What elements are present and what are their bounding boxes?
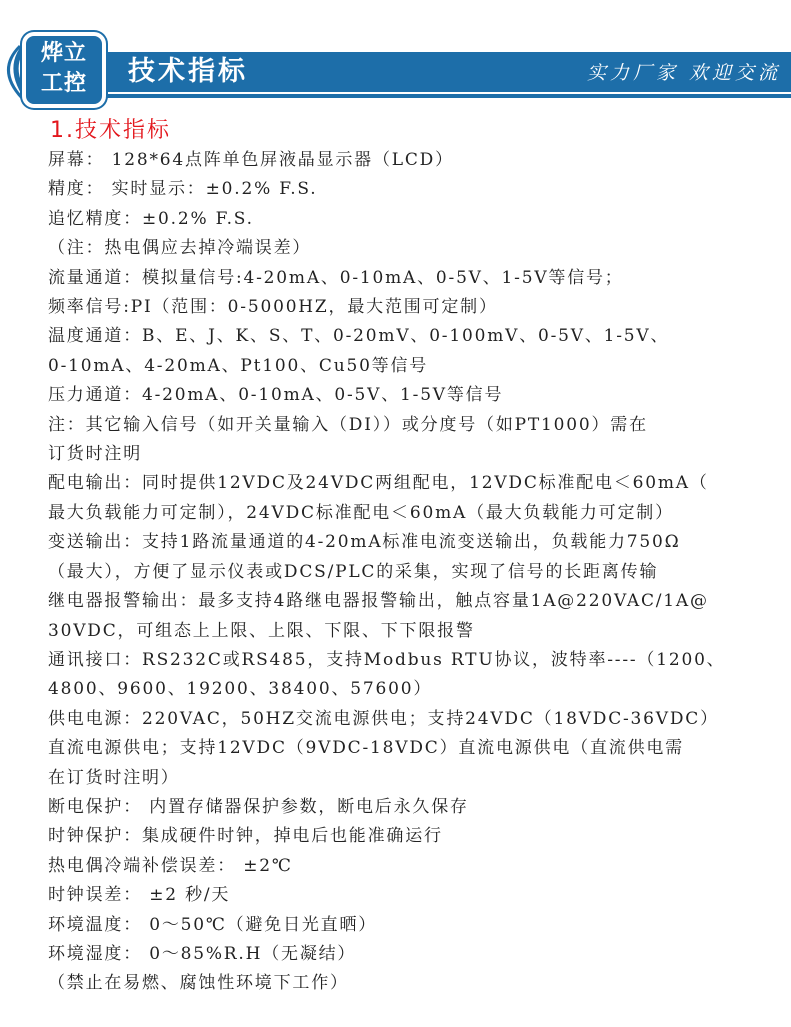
spec-line: 配电输出：同时提供12VDC及24VDC两组配电，12VDC标准配电＜60mA（ — [48, 473, 709, 494]
logo-text-line2: 工控 — [40, 71, 87, 96]
spec-line: （最大），方便了显示仪表或DCS/PLC的采集，实现了信号的长距离传输 — [48, 561, 659, 582]
header-underline — [84, 94, 791, 98]
spec-line: 0-10mA、4-20mA、Pt100、Cu50等信号 — [48, 355, 429, 376]
spec-line: 环境温度： 0～50℃（避免日光直晒） — [48, 914, 378, 935]
spec-line: 通讯接口：RS232C或RS485，支持Modbus RTU协议，波特率----（1200、 — [48, 649, 726, 670]
title-band — [84, 52, 791, 92]
spec-line: 流量通道：模拟量信号:4-20mA、0-10mA、0-5V、1-5V等信号； — [48, 267, 624, 288]
spec-line: 4800、9600、19200、38400、57600） — [48, 679, 433, 700]
section-title: 1.技术指标 — [50, 118, 171, 143]
spec-line: 注：其它输入信号（如开关量输入（DI））或分度号（如PT1000）需在 — [48, 414, 648, 435]
logo-text-line1: 烨立 — [40, 41, 87, 66]
spec-line: 时钟保护：集成硬件时钟，掉电后也能准确运行 — [48, 826, 443, 847]
spec-line: 断电保护： 内置存储器保护参数，断电后永久保存 — [48, 796, 469, 817]
spec-line: 最大负载能力可定制），24VDC标准配电＜60mA（最大负载能力可定制） — [48, 502, 674, 523]
spec-line: 环境湿度： 0～85%R.H（无凝结） — [48, 943, 357, 964]
page-header — [0, 0, 791, 108]
spec-line: 30VDC，可组态上上限、上限、下限、下下限报警 — [48, 620, 475, 641]
spec-line: （注：热电偶应去掉冷端误差） — [48, 238, 312, 259]
spec-line: 精度： 实时显示：±0.2% F.S. — [48, 179, 318, 200]
spec-line: 温度通道：B、E、J、K、S、T、0-20mV、0-100mV、0-5V、1-5V、 — [48, 326, 670, 347]
spec-line: 频率信号:PI（范围：0-5000HZ，最大范围可定制） — [48, 297, 498, 318]
spec-line: 追忆精度：±0.2% F.S. — [48, 208, 254, 229]
spec-line: 在订货时注明） — [48, 767, 180, 788]
header-title: 技术指标 — [128, 56, 248, 87]
spec-line: 压力通道：4-20mA、0-10mA、0-5V、1-5V等信号 — [48, 385, 504, 406]
company-logo — [22, 32, 106, 108]
spec-line: 订货时注明 — [48, 444, 142, 465]
header-slogan: 实力厂家 欢迎交流 — [586, 62, 781, 84]
spec-line: 时钟误差： ±2 秒/天 — [48, 885, 231, 906]
spec-line: 供电电源：220VAC，50HZ交流电源供电；支持24VDC（18VDC-36VDC） — [48, 708, 719, 729]
spec-line: 直流电源供电；支持12VDC（9VDC-18VDC）直流电源供电（直流供电需 — [48, 738, 684, 759]
spec-line: （禁止在易燃、腐蚀性环境下工作） — [48, 973, 349, 994]
spec-lines — [48, 146, 788, 999]
spec-content — [48, 116, 788, 999]
spec-line: 变送输出：支持1路流量通道的4-20mA标准电流变送输出，负载能力750Ω — [48, 532, 681, 553]
spec-line: 热电偶冷端补偿误差： ±2℃ — [48, 855, 293, 876]
spec-line: 继电器报警输出：最多支持4路继电器报警输出，触点容量1A@220VAC/1A@ — [48, 591, 709, 612]
spec-line: 屏幕： 128*64点阵单色屏液晶显示器（LCD） — [48, 150, 454, 170]
